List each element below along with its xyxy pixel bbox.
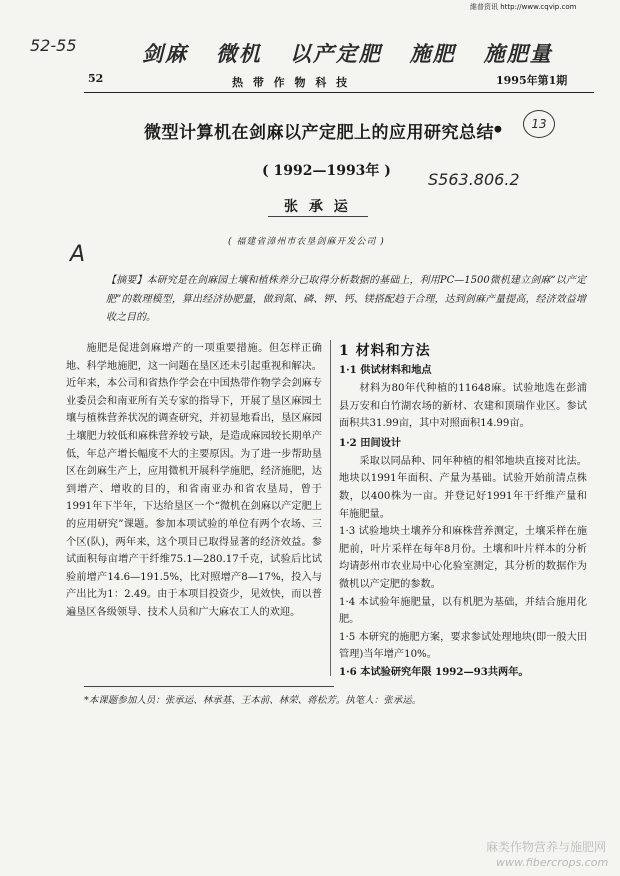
subsection-1-1-heading: 1·1 供试材料和地点 xyxy=(339,364,432,376)
header-rule xyxy=(84,92,594,93)
title-footnote-mark: ● xyxy=(494,124,503,135)
journal-name: 热 带 作 物 科 技 xyxy=(232,76,351,89)
watermark-url: www.fibercrops.com xyxy=(496,856,609,869)
intro-paragraph: 施肥是促进剑麻增产的一项重要措施。但怎样正确地、科学地施肥，这一问题在垦区还未引起重视和解决。近年来，本公司和省热作学会在中国热带作物学会剑麻专业委员会和南亚所有关专家的指导下，开展了垦区麻园土壤与植株营养状况的调查研究，并初显地看出，垦区麻园土壤肥力较低和麻株营养较亏缺，是造成麻园较长期单产低，年总产增长幅度不大的主要原因。为了进一步帮助垦区在剑麻生产上，应用微机开展科学施肥，经济施肥，达到增产、增收的目的，和省南亚办和省农垦局，曾于1991年下半年，下达给垦区一个“微机在剑麻以产定肥上的应用研究”课题。参加本项试验的单位有两个农场、三个区(队)，两年来，这个项目已取得显著的经济效益。参试面积每亩增产干纤维75.1—280.17千克，试验后比试验前增产14.6—191.5%，比对照增产8—17%，投入与产出比为1：2.49。由于本项目投资少，见效快，而以普遍垦区各级领导、技术人员和广大麻农工人的欢迎。 xyxy=(66,343,322,618)
watermark-chinese: 麻类作物营养与施肥网 xyxy=(486,840,607,854)
subsection-1-2-text: 采取以同品种、同年种植的相邻地块直接对比法。地块以1991年面积、产量为基础。试验开始前清点株数，以400株为一亩。并登记好1991年干纤维产量和年施肥量。 xyxy=(339,455,587,520)
footnote: *本课题参加人员：张承运、林承基、王本前、林荣、蒋松芳。执笔人：张承运。 xyxy=(84,695,422,706)
left-column xyxy=(66,340,322,622)
journal-issue: 1995年第1期 xyxy=(496,74,568,87)
handwritten-page-range: 52-55 xyxy=(30,36,77,55)
subsection-1-2-heading: 1·2 田间设计 xyxy=(339,436,402,449)
subsection-1-1-text: 材料为80年代种植的11648麻。试验地选在彭浦县万安和白竹湖农场的新材、农建和顶瑞作业区。参试面积共31.99亩，其中对照面积14.99亩。 xyxy=(339,383,587,430)
handwritten-call-number: S563.806.2 xyxy=(428,170,520,189)
footnote-rule xyxy=(84,686,334,687)
handwritten-keywords: 剑麻 微机 以产定肥 施肥 施肥量 xyxy=(142,42,553,66)
article-years: ( 1992—1993年 ) xyxy=(262,163,391,179)
author: 张 承 运 xyxy=(284,199,351,215)
subsection-1-5-text: 1·5 本研究的施肥方案，要求参试处理地块(即一般大田管理)当年增产10%。 xyxy=(339,631,587,661)
handwritten-mark-a: A xyxy=(70,242,86,267)
subsection-1-4-text: 1·4 本试验年施肥量，以有机肥为基础，并结合施用化肥。 xyxy=(339,596,587,626)
author-underline xyxy=(268,216,368,217)
site-stamp: 維普资讯 http://www.cqvip.com xyxy=(470,3,577,11)
subsection-1-6-text: 1·6 本试验研究年限 1992—93共两年。 xyxy=(339,665,529,678)
abstract: 【摘要】本研究是在剑麻园土壤和植株养分已取得分析数据的基础上，利用PC—1500微机建立剑麻“以产定肥”的数理模型，算出经济协肥量，做到氮、磷、钾、钙、镁搭配趋于合理，达到剑麻产量提高，经济效益增收之目的。 xyxy=(106,275,586,323)
subsection-1-3-text: 1·3 试验地块土壤养分和麻株营养测定，土壤采样在施肥前，叶片采样在每年8月份。土壤和叶片样本的分析均请彭州市农业局中心化验室测定，其分析的数据作为微机以产定肥的参数。 xyxy=(339,526,587,590)
handwritten-circled-number: 13 xyxy=(523,110,555,138)
page-number: 52 xyxy=(88,72,104,85)
title-text: 微型计算机在剑麻以产定肥上的应用研究总结 xyxy=(144,123,494,143)
right-column xyxy=(339,340,587,682)
section-1-heading: 1 材料和方法 xyxy=(339,343,431,359)
article-title xyxy=(144,118,502,143)
column-divider xyxy=(330,340,331,676)
affiliation: ( 福建省漳州市农垦剑麻开发公司 ) xyxy=(228,237,385,247)
